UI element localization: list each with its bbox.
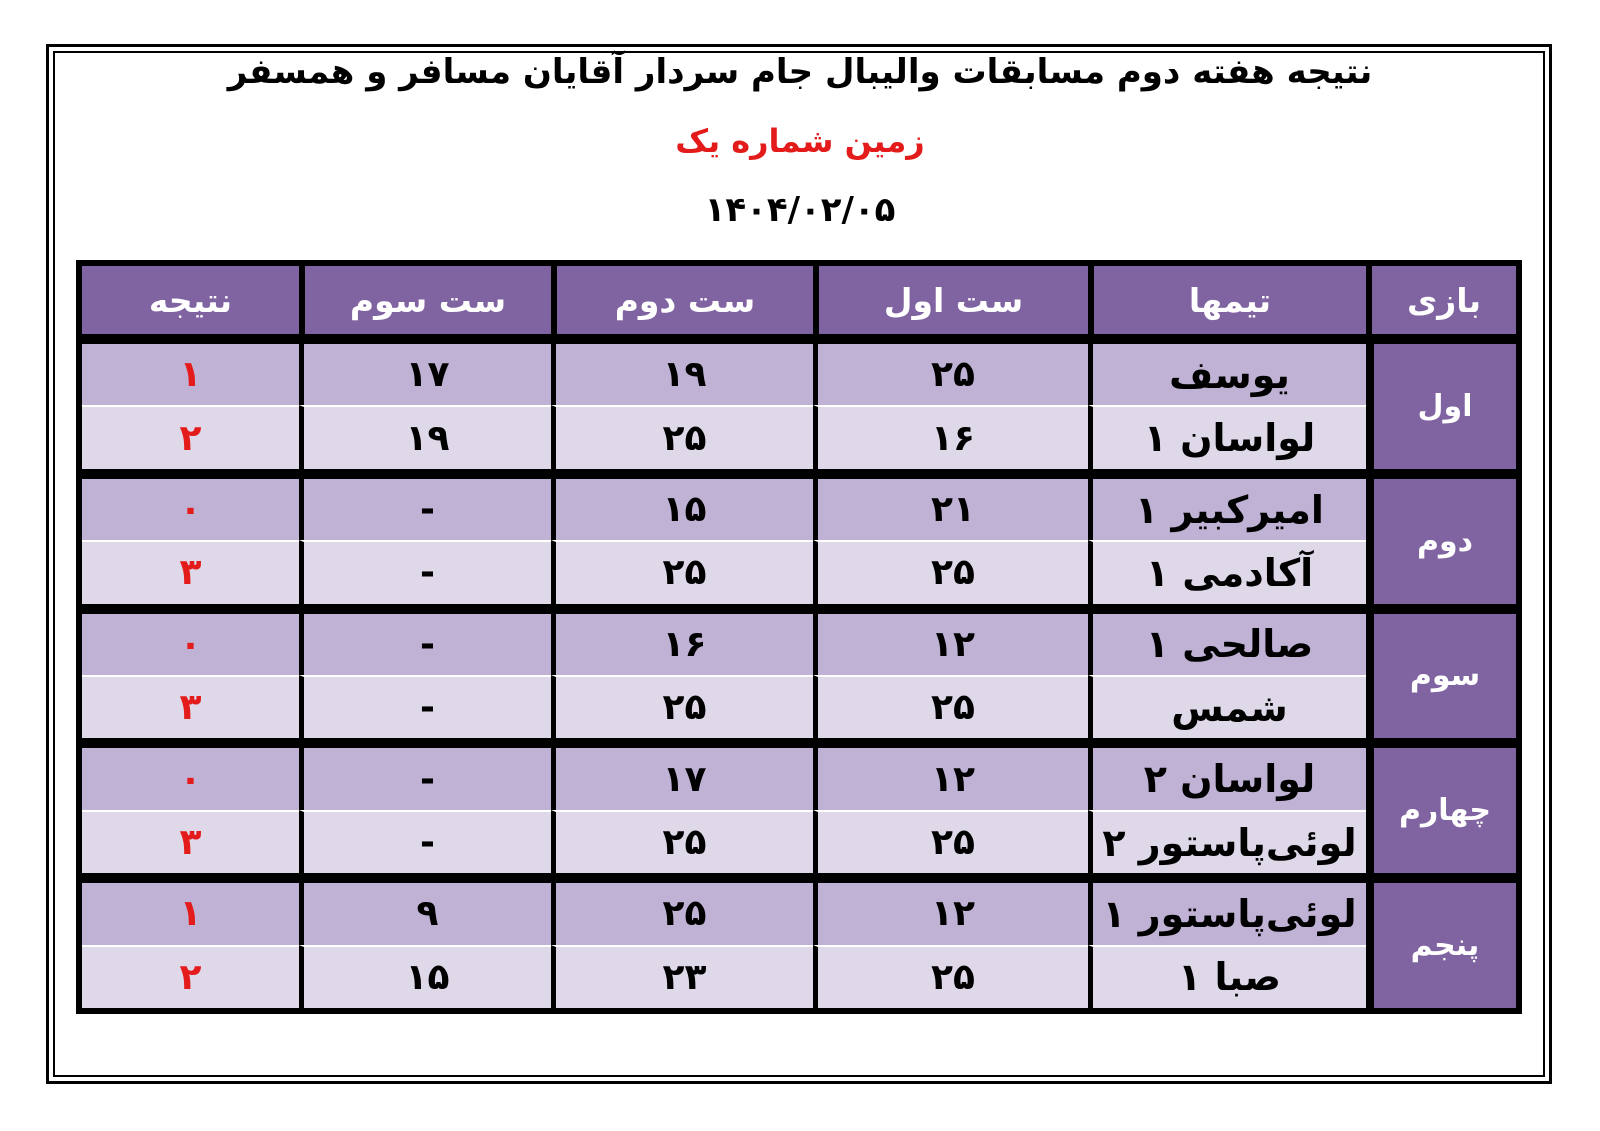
set2-score: ۱۶ — [551, 604, 813, 675]
set3-score: ۹ — [299, 873, 551, 944]
team-name: صبا ۱ — [1088, 945, 1366, 1008]
match-result: ۲ — [82, 945, 299, 1008]
set2-score: ۲۵ — [551, 873, 813, 944]
match-date: ۱۴۰۴/۰۲/۰۵ — [704, 190, 896, 230]
set2-score: ۲۵ — [551, 675, 813, 738]
match-result: ۱ — [82, 873, 299, 944]
set2-score: ۲۵ — [551, 405, 813, 468]
set2-score: ۱۹ — [551, 334, 813, 405]
team-name: لواسان ۲ — [1088, 738, 1366, 809]
set3-score: - — [299, 675, 551, 738]
team-name: شمس — [1088, 675, 1366, 738]
game-label: پنجم — [1366, 873, 1516, 1008]
set1-score: ۲۱ — [813, 469, 1088, 540]
match-result: ۳ — [82, 675, 299, 738]
header-set3: ست سوم — [299, 266, 551, 334]
results-table — [76, 260, 1522, 1014]
table-row — [82, 604, 1516, 675]
team-name: صالحی ۱ — [1088, 604, 1366, 675]
team-name: امیرکبیر ۱ — [1088, 469, 1366, 540]
match-result: ۰ — [82, 604, 299, 675]
table-row — [82, 405, 1516, 468]
header-result: نتیجه — [82, 266, 299, 334]
page-title: نتیجه هفته دوم مسابقات والیبال جام سردار آقایان مسافر و همسفر — [227, 52, 1373, 92]
set3-score: - — [299, 540, 551, 603]
match-result: ۰ — [82, 469, 299, 540]
set1-score: ۱۲ — [813, 738, 1088, 809]
match-result: ۱ — [82, 334, 299, 405]
table-row — [82, 334, 1516, 405]
game-label: چهارم — [1366, 738, 1516, 873]
match-result: ۳ — [82, 540, 299, 603]
set1-score: ۲۵ — [813, 675, 1088, 738]
set3-score: - — [299, 738, 551, 809]
match-result: ۲ — [82, 405, 299, 468]
set3-score: ۱۹ — [299, 405, 551, 468]
team-name: لواسان ۱ — [1088, 405, 1366, 468]
set3-score: - — [299, 810, 551, 873]
table-row — [82, 469, 1516, 540]
game-label: اول — [1366, 334, 1516, 469]
team-name: لوئی‌پاستور ۱ — [1088, 873, 1366, 944]
header-teams: تیمها — [1088, 266, 1366, 334]
table-row — [82, 675, 1516, 738]
set1-score: ۲۵ — [813, 810, 1088, 873]
set2-score: ۲۳ — [551, 945, 813, 1008]
table-row — [82, 873, 1516, 944]
header-row — [82, 266, 1516, 334]
team-name: یوسف — [1088, 334, 1366, 405]
set1-score: ۲۵ — [813, 334, 1088, 405]
table-row — [82, 810, 1516, 873]
set1-score: ۱۲ — [813, 873, 1088, 944]
court-subtitle: زمین شماره یک — [675, 122, 925, 160]
game-label: دوم — [1366, 469, 1516, 604]
table-row — [82, 945, 1516, 1008]
set2-score: ۱۷ — [551, 738, 813, 809]
header-set2: ست دوم — [551, 266, 813, 334]
team-name: لوئی‌پاستور ۲ — [1088, 810, 1366, 873]
table-row — [82, 540, 1516, 603]
set1-score: ۲۵ — [813, 945, 1088, 1008]
set2-score: ۱۵ — [551, 469, 813, 540]
table-row — [82, 738, 1516, 809]
set3-score: - — [299, 604, 551, 675]
set1-score: ۲۵ — [813, 540, 1088, 603]
team-name: آکادمی ۱ — [1088, 540, 1366, 603]
set3-score: ۱۷ — [299, 334, 551, 405]
header-set1: ست اول — [813, 266, 1088, 334]
set2-score: ۲۵ — [551, 810, 813, 873]
set1-score: ۱۲ — [813, 604, 1088, 675]
header-game: بازی — [1366, 266, 1516, 334]
set1-score: ۱۶ — [813, 405, 1088, 468]
set3-score: ۱۵ — [299, 945, 551, 1008]
game-label: سوم — [1366, 604, 1516, 739]
match-result: ۰ — [82, 738, 299, 809]
set2-score: ۲۵ — [551, 540, 813, 603]
set3-score: - — [299, 469, 551, 540]
match-result: ۳ — [82, 810, 299, 873]
